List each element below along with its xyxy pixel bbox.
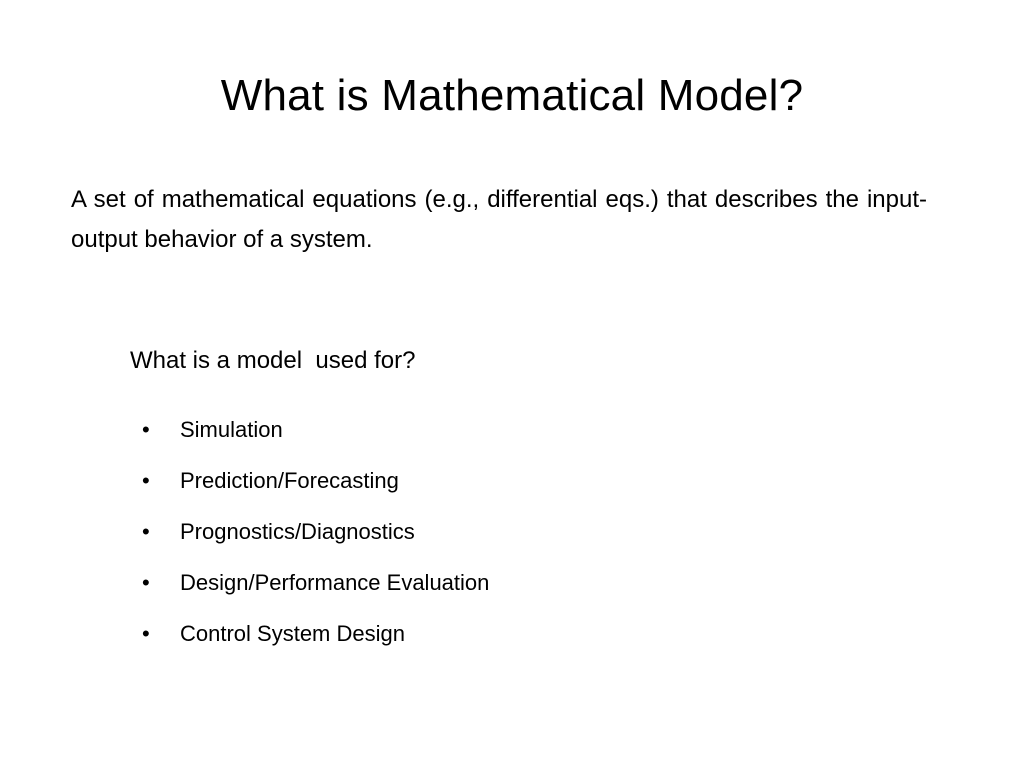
list-item <box>136 506 489 557</box>
uses-list <box>136 404 489 659</box>
bullet-icon: • <box>142 620 150 646</box>
list-item-text: Control System Design <box>180 620 405 646</box>
bullet-icon: • <box>142 569 150 595</box>
bullet-icon: • <box>142 416 150 442</box>
list-item <box>136 608 489 659</box>
list-item-text: Prediction/Forecasting <box>180 467 399 493</box>
list-item <box>136 557 489 608</box>
definition-text: A set of mathematical equations (e.g., differential eqs.) that describes the input-output behavior of a system. <box>71 186 927 253</box>
question-heading: What is a model used for? <box>130 347 416 374</box>
list-item <box>136 404 489 455</box>
list-item-text: Simulation <box>180 416 283 442</box>
slide-title: What is Mathematical Model? <box>220 71 804 120</box>
list-item-text: Prognostics/Diagnostics <box>180 518 415 544</box>
list-item-text: Design/Performance Evaluation <box>180 569 490 595</box>
bullet-icon: • <box>142 467 150 493</box>
bullet-icon: • <box>142 518 150 544</box>
list-item <box>136 455 489 506</box>
